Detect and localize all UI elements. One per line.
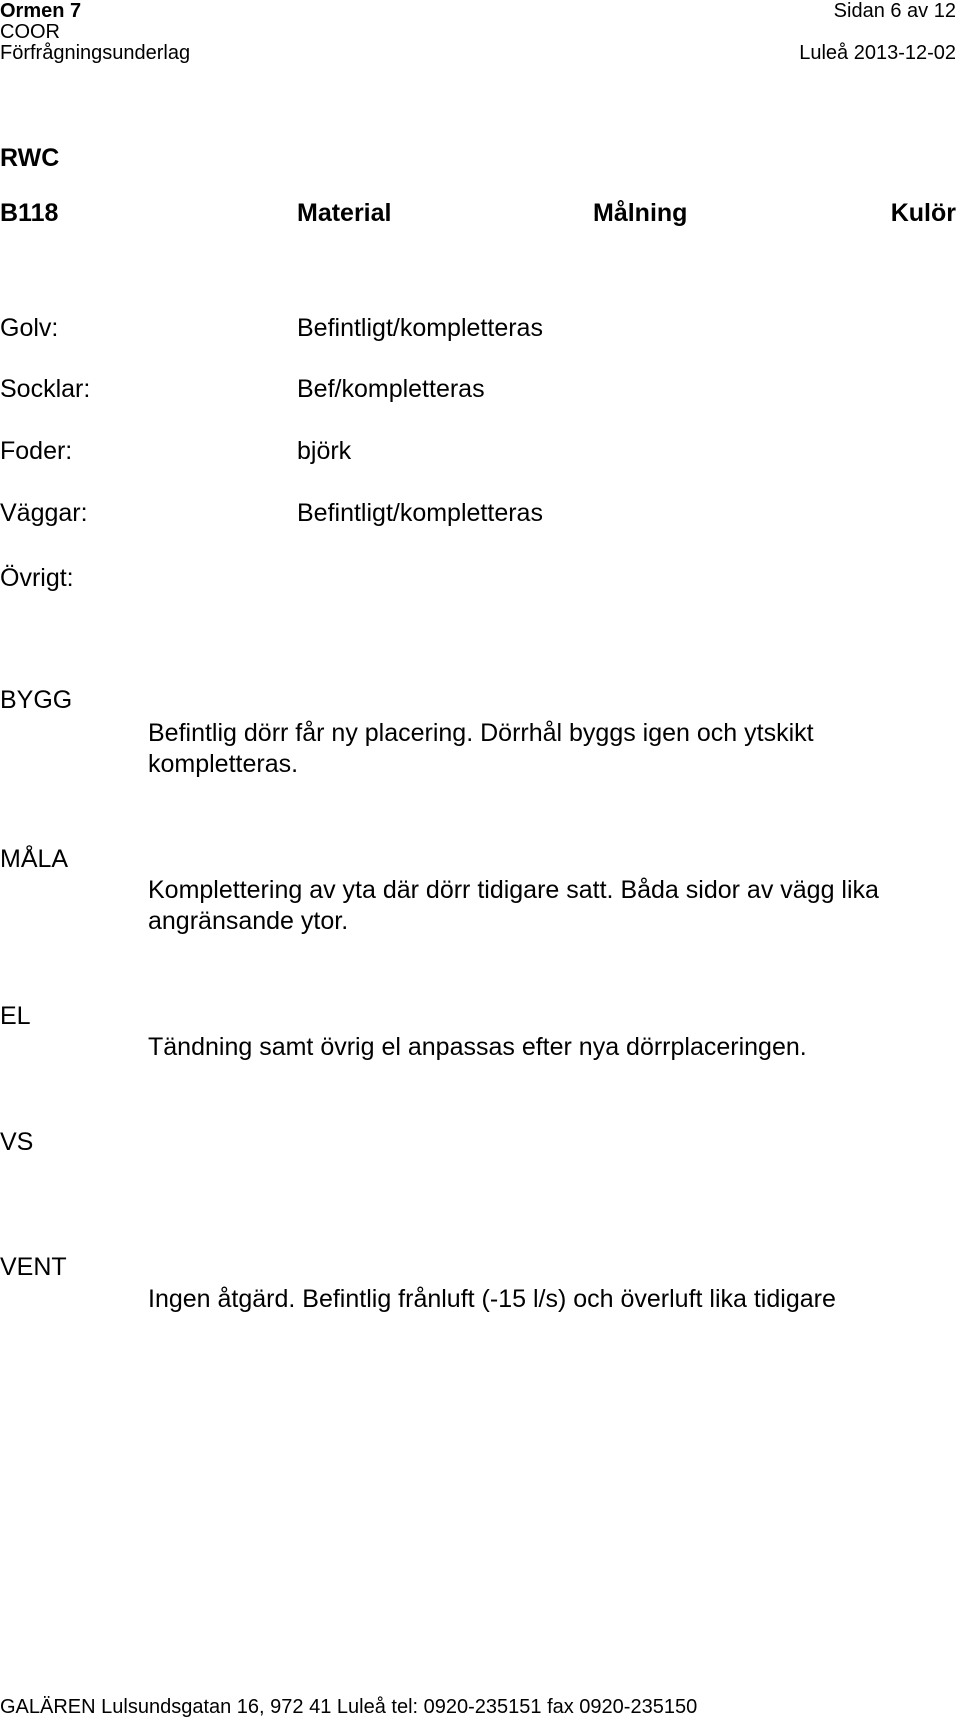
row-label-socklar: Socklar: [0, 375, 91, 403]
column-header-kulor: Kulör [890, 199, 956, 227]
column-header-malning: Målning [593, 199, 688, 227]
section-label-el: EL [0, 1002, 31, 1030]
project-title: Ormen 7 [0, 0, 82, 22]
row-label-foder: Foder: [0, 437, 73, 465]
room-name: RWC [0, 144, 60, 172]
footer-address: GALÄREN Lulsundsgatan 16, 972 41 Luleå tel: 0920-235151 fax 0920-235150 [0, 1696, 698, 1718]
section-label-bygg: BYGG [0, 686, 73, 714]
section-label-mala: MÅLA [0, 845, 69, 873]
section-label-vs: VS [0, 1128, 34, 1156]
row-material-golv: Befintligt/kompletteras [297, 314, 543, 342]
page-number: Sidan 6 av 12 [833, 0, 956, 22]
row-material-socklar: Bef/kompletteras [297, 375, 485, 403]
section-text-bygg: Befintlig dörr får ny placering. Dörrhål byggs igen och ytskikt kompletteras. [148, 719, 814, 778]
company-name: COOR [0, 21, 60, 43]
room-code: B118 [0, 199, 59, 227]
row-material-vaggar: Befintligt/kompletteras [297, 499, 543, 527]
column-header-material: Material [297, 199, 392, 227]
other-label: Övrigt: [0, 564, 74, 592]
section-text-vent: Ingen åtgärd. Befintlig frånluft (-15 l/s) och överluft lika tidigare [148, 1285, 836, 1313]
document-date: Luleå 2013-12-02 [799, 42, 956, 64]
row-label-golv: Golv: [0, 314, 59, 342]
document-type: Förfrågningsunderlag [0, 42, 191, 64]
row-material-foder: björk [297, 437, 352, 465]
row-label-vaggar: Väggar: [0, 499, 88, 527]
section-text-mala: Komplettering av yta där dörr tidigare satt. Båda sidor av vägg lika angränsande ytor. [148, 876, 879, 935]
section-text-el: Tändning samt övrig el anpassas efter nya dörrplaceringen. [148, 1033, 807, 1061]
section-label-vent: VENT [0, 1253, 67, 1281]
